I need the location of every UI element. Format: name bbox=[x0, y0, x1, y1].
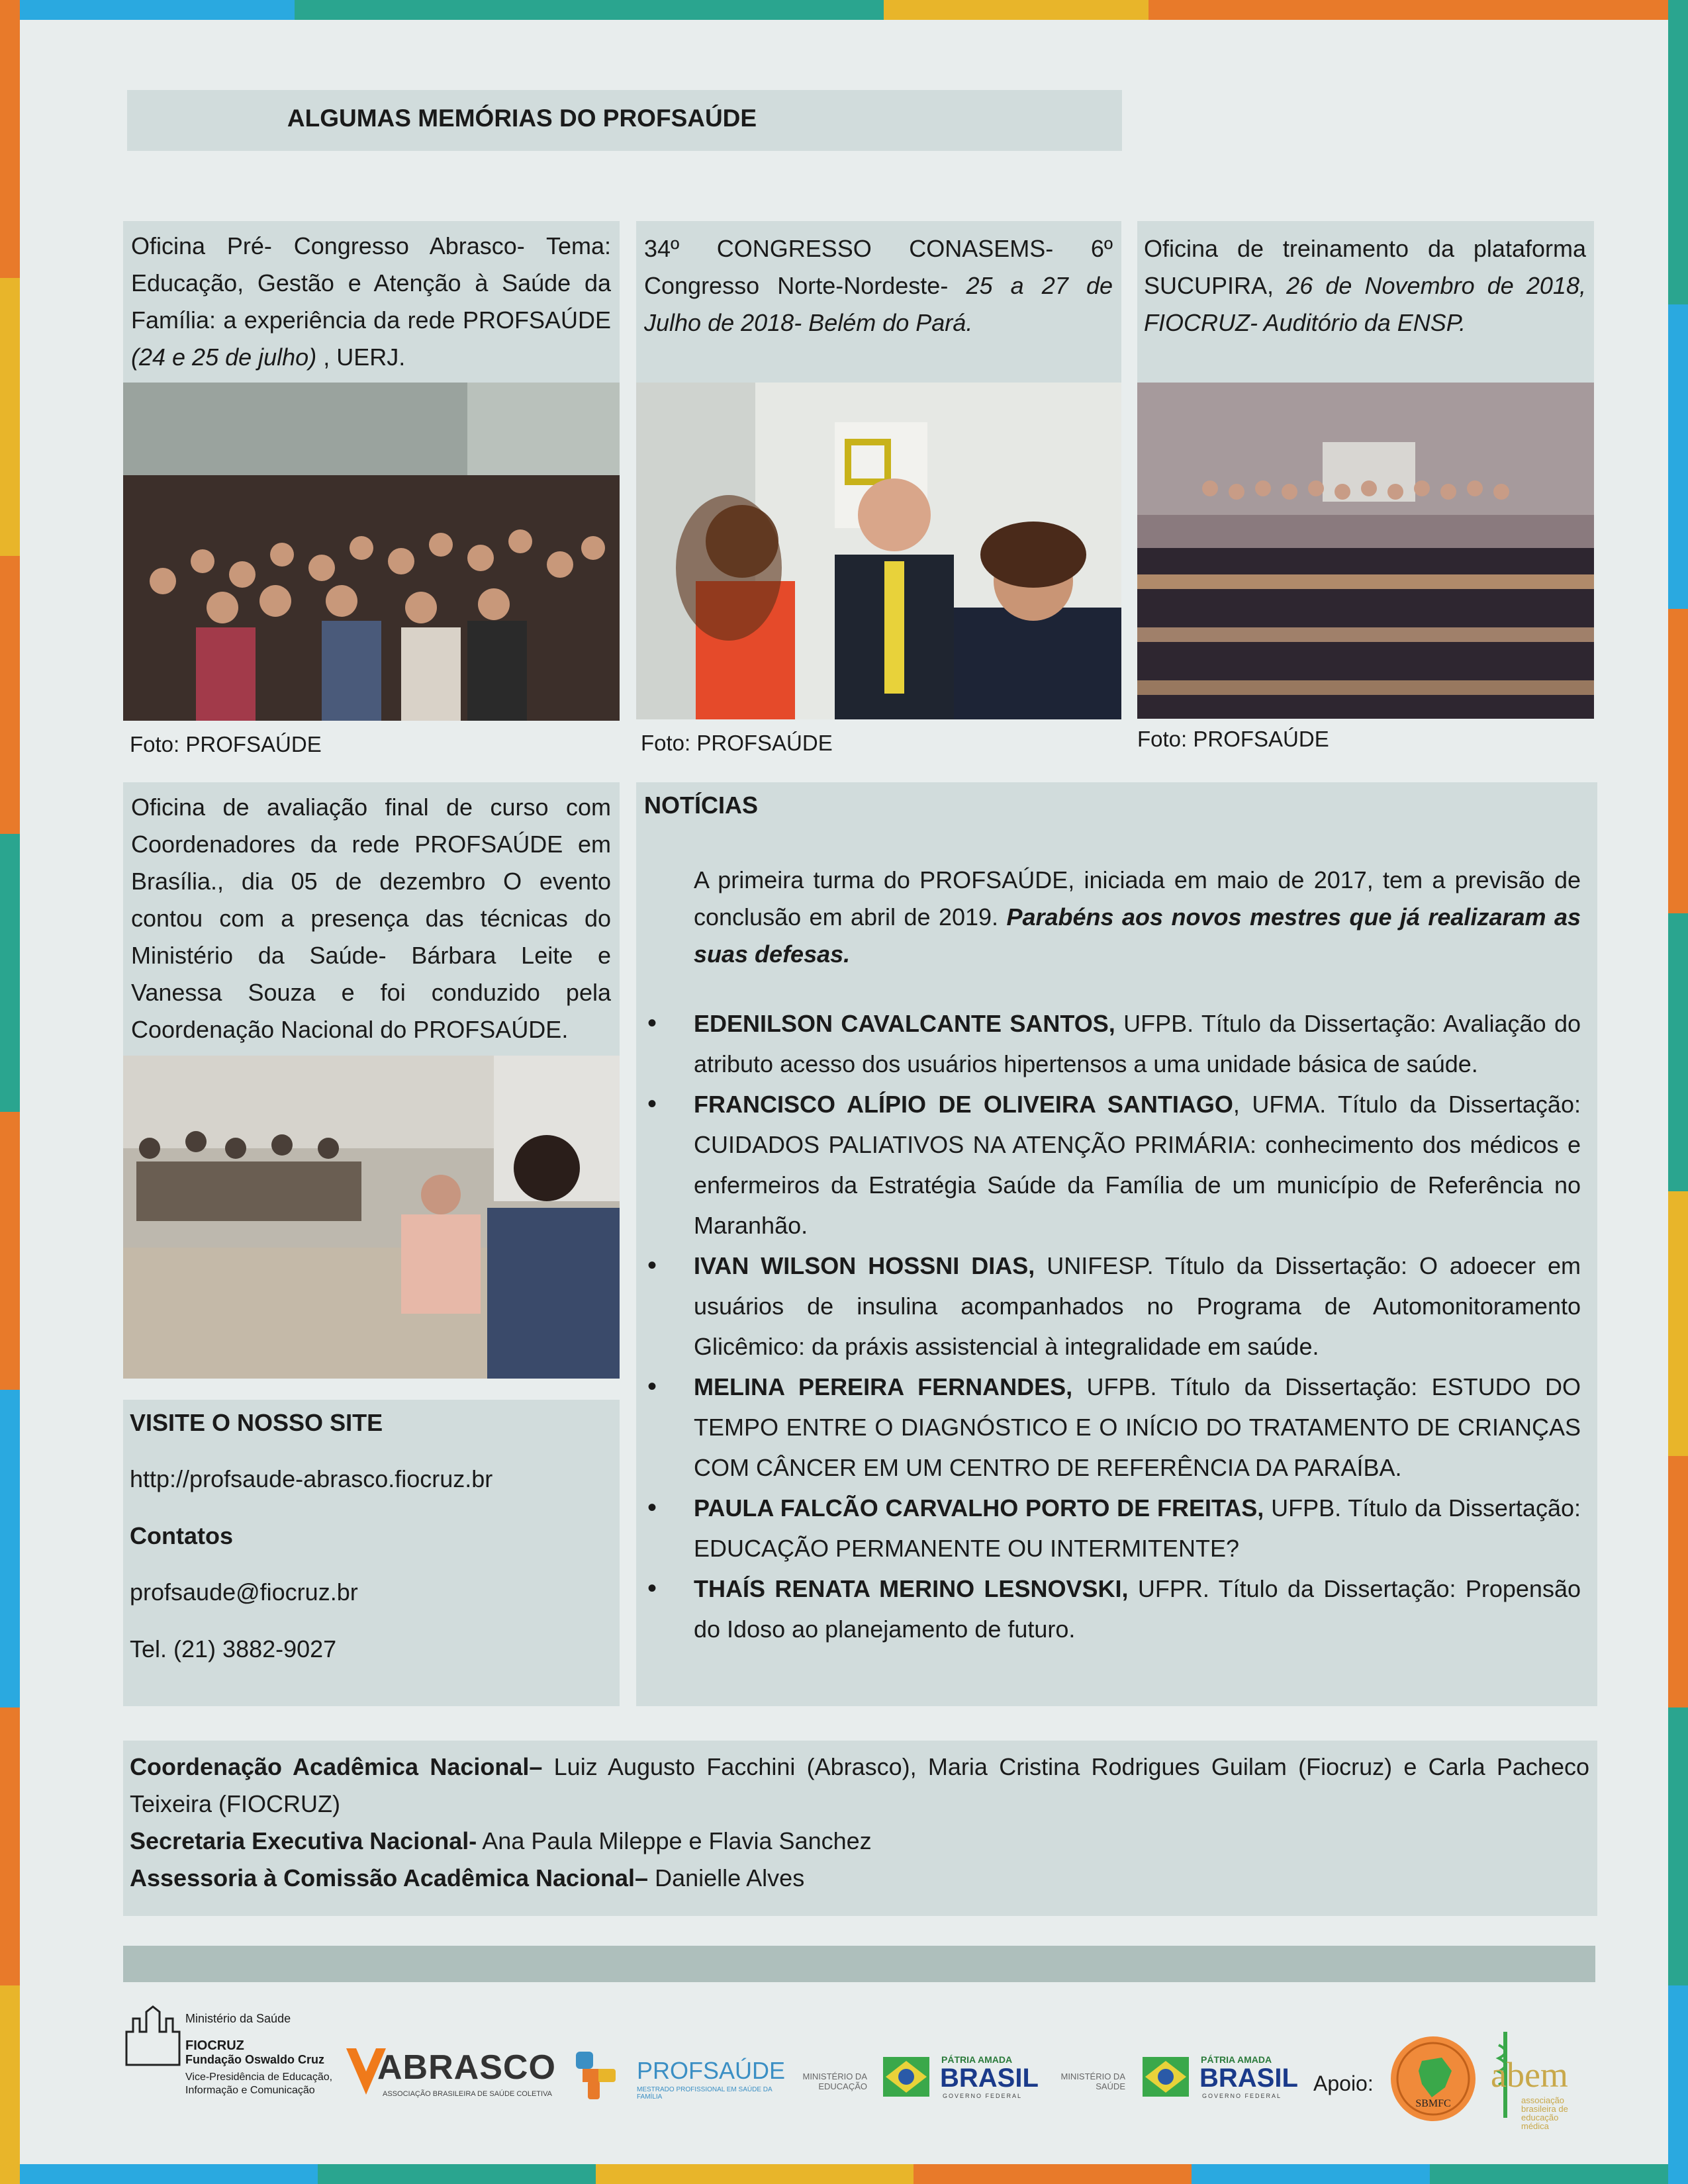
memory-card-1 bbox=[123, 221, 620, 383]
coordination-line: Coordenação Acadêmica Nacional– Luiz Augusto Facchini (Abrasco), Maria Cristina Rodrigues Guilam (Fiocruz) e Carla Pacheco Teixeira (FIOCRUZ) bbox=[130, 1753, 1589, 1817]
profsaude-logo: PROFSAÚDE MESTRADO PROFISSIONAL EM SAÚDE DA FAMÍLIA bbox=[573, 2049, 778, 2102]
abrasco-logo: ABRASCO ASSOCIAÇÃO BRASILEIRA DE SAÚDE COLETIVA bbox=[343, 2045, 555, 2105]
email-link[interactable]: profsaude@fiocruz.br bbox=[130, 1578, 358, 1606]
memory-1-photo bbox=[123, 383, 620, 721]
list-item: • EDENILSON CAVALCANTE SANTOS, UFPB. Título da Dissertação: Avaliação do atributo acesso dos usuários hipertensos a uma unidade básica de saúde. bbox=[644, 1003, 1581, 1084]
border-bottom bbox=[0, 2164, 1688, 2184]
fiocruz-logo: Ministério da Saúde FIOCRUZ Fundação Oswaldo Cruz Vice-Presidência de Educação, Informação e Comunicação bbox=[123, 2005, 335, 2111]
meeting-photo-image bbox=[123, 1056, 620, 1379]
credits-panel bbox=[123, 1741, 1597, 1916]
phone-number: Tel. (21) 3882-9027 bbox=[130, 1635, 337, 1662]
memory-2-text: 34º CONGRESSO CONASEMS- 6º Congresso Norte-Nordeste- 25 a 27 de Julho de 2018- Belém do Pará. bbox=[644, 235, 1113, 336]
memory-3-caption: Foto: PROFSAÚDE bbox=[1137, 727, 1329, 751]
brazil-flag-icon bbox=[1143, 2057, 1189, 2097]
list-item: • MELINA PEREIRA FERNANDES, UFPB. Título da Dissertação: ESTUDO DO TEMPO ENTRE O DIAGNÓSTICO E O INÍCIO DO TRATAMENTO DE CRIANÇAS COM CÂNCER EM UM CENTRO DE REFERÊNCIA DA PARAÍBA. bbox=[644, 1367, 1581, 1488]
memory-card-4 bbox=[123, 782, 620, 1056]
ministry-health-logo: MINISTÉRIO DA SAÚDE bbox=[1060, 2071, 1125, 2091]
news-panel bbox=[636, 782, 1597, 1706]
abem-logo: abem associação brasileira de educação médica bbox=[1488, 2025, 1601, 2131]
header-banner bbox=[127, 90, 1122, 151]
contacts-title: Contatos bbox=[130, 1522, 233, 1549]
list-item: • FRANCISCO ALÍPIO DE OLIVEIRA SANTIAGO, UFMA. Título da Dissertação: CUIDADOS PALIATIVOS NA ATENÇÃO PRIMÁRIA: conhecimento dos médicos e enfermeiros da Estratégia Saúde da Família de um município de Referência no Maranhão. bbox=[644, 1084, 1581, 1246]
memory-1-caption: Foto: PROFSAÚDE bbox=[130, 732, 322, 756]
list-item: • THAÍS RENATA MERINO LESNOVSKI, UFPR. Título da Dissertação: Propensão do Idoso ao planejamento de futuro. bbox=[644, 1569, 1581, 1649]
border-top bbox=[0, 0, 1688, 20]
group-photo-image bbox=[123, 383, 620, 721]
brazil-flag-icon bbox=[883, 2057, 929, 2097]
graduates-list bbox=[644, 1003, 1581, 1649]
memory-4-text: Oficina de avaliação final de curso com Coordenadores da rede PROFSAÚDE em Brasília., dia 05 de dezembro O evento contou com a presença das técnicas do Ministério da Saúde- Bárbara Leite e Vanessa Souza e foi conduzido pela Coordenação Nacional do PROFSAÚDE. bbox=[131, 794, 611, 1043]
memory-3-text: Oficina de treinamento da plataforma SUCUPIRA, 26 de Novembro de 2018, FIOCRUZ- Auditório da ENSP. bbox=[1144, 235, 1586, 336]
news-title: NOTÍCIAS bbox=[644, 792, 759, 819]
list-item: • PAULA FALCÃO CARVALHO PORTO DE FREITAS, UFPB. Título da Dissertação: EDUCAÇÃO PERMANENTE OU INTERMITENTE? bbox=[644, 1488, 1581, 1569]
memory-3-photo bbox=[1137, 383, 1594, 719]
site-link[interactable]: http://profsaude-abrasco.fiocruz.br bbox=[130, 1465, 493, 1492]
visit-title: VISITE O NOSSO SITE bbox=[130, 1409, 383, 1436]
conference-photo-image bbox=[636, 383, 1121, 719]
profsaude-cross-icon bbox=[573, 2049, 626, 2102]
contact-card bbox=[123, 1400, 620, 1706]
fiocruz-castle-icon bbox=[123, 2005, 183, 2071]
advisory-line: Assessoria à Comissão Acadêmica Nacional– Danielle Alves bbox=[130, 1864, 805, 1891]
memory-card-2 bbox=[636, 221, 1121, 383]
ministry-education-logo: MINISTÉRIO DA EDUCAÇÃO bbox=[802, 2071, 867, 2091]
memory-1-text: Oficina Pré- Congresso Abrasco- Tema: Educação, Gestão e Atenção à Saúde da Família: a experiência da rede PROFSAÚDE (24 e 25 de julho) , UERJ. bbox=[131, 232, 611, 371]
apoio-label: Apoio: bbox=[1313, 2071, 1374, 2095]
memory-2-caption: Foto: PROFSAÚDE bbox=[641, 731, 833, 755]
memory-card-3 bbox=[1137, 221, 1594, 383]
page-title: ALGUMAS MEMÓRIAS DO PROFSAÚDE bbox=[287, 105, 757, 132]
footer-divider-bar bbox=[123, 1946, 1595, 1982]
patria-amada-logo-1: PÁTRIA AMADA BRASIL GOVERNO FEDERAL bbox=[883, 2054, 1035, 2101]
sbmfc-logo: SBMFC bbox=[1389, 2034, 1477, 2123]
memory-4-photo bbox=[123, 1056, 620, 1379]
secretariat-line: Secretaria Executiva Nacional- Ana Paula Mileppe e Flavia Sanchez bbox=[130, 1827, 872, 1854]
border-left bbox=[0, 0, 20, 2184]
border-right bbox=[1668, 0, 1688, 2184]
news-intro: A primeira turma do PROFSAÚDE, iniciada em maio de 2017, tem a previsão de conclusão em abril de 2019. Parabéns aos novos mestres que já realizaram as suas defesas. bbox=[694, 866, 1581, 968]
patria-amada-logo-2: PÁTRIA AMADA BRASIL GOVERNO FEDERAL bbox=[1143, 2054, 1301, 2101]
list-item: • IVAN WILSON HOSSNI DIAS, UNIFESP. Título da Dissertação: O adoecer em usuários de insulina acompanhados no Programa de Automonitoramento Glicêmico: da práxis assistencial à integralidade em saúde. bbox=[644, 1246, 1581, 1367]
memory-2-photo bbox=[636, 383, 1121, 719]
auditorium-photo-image bbox=[1137, 383, 1594, 719]
